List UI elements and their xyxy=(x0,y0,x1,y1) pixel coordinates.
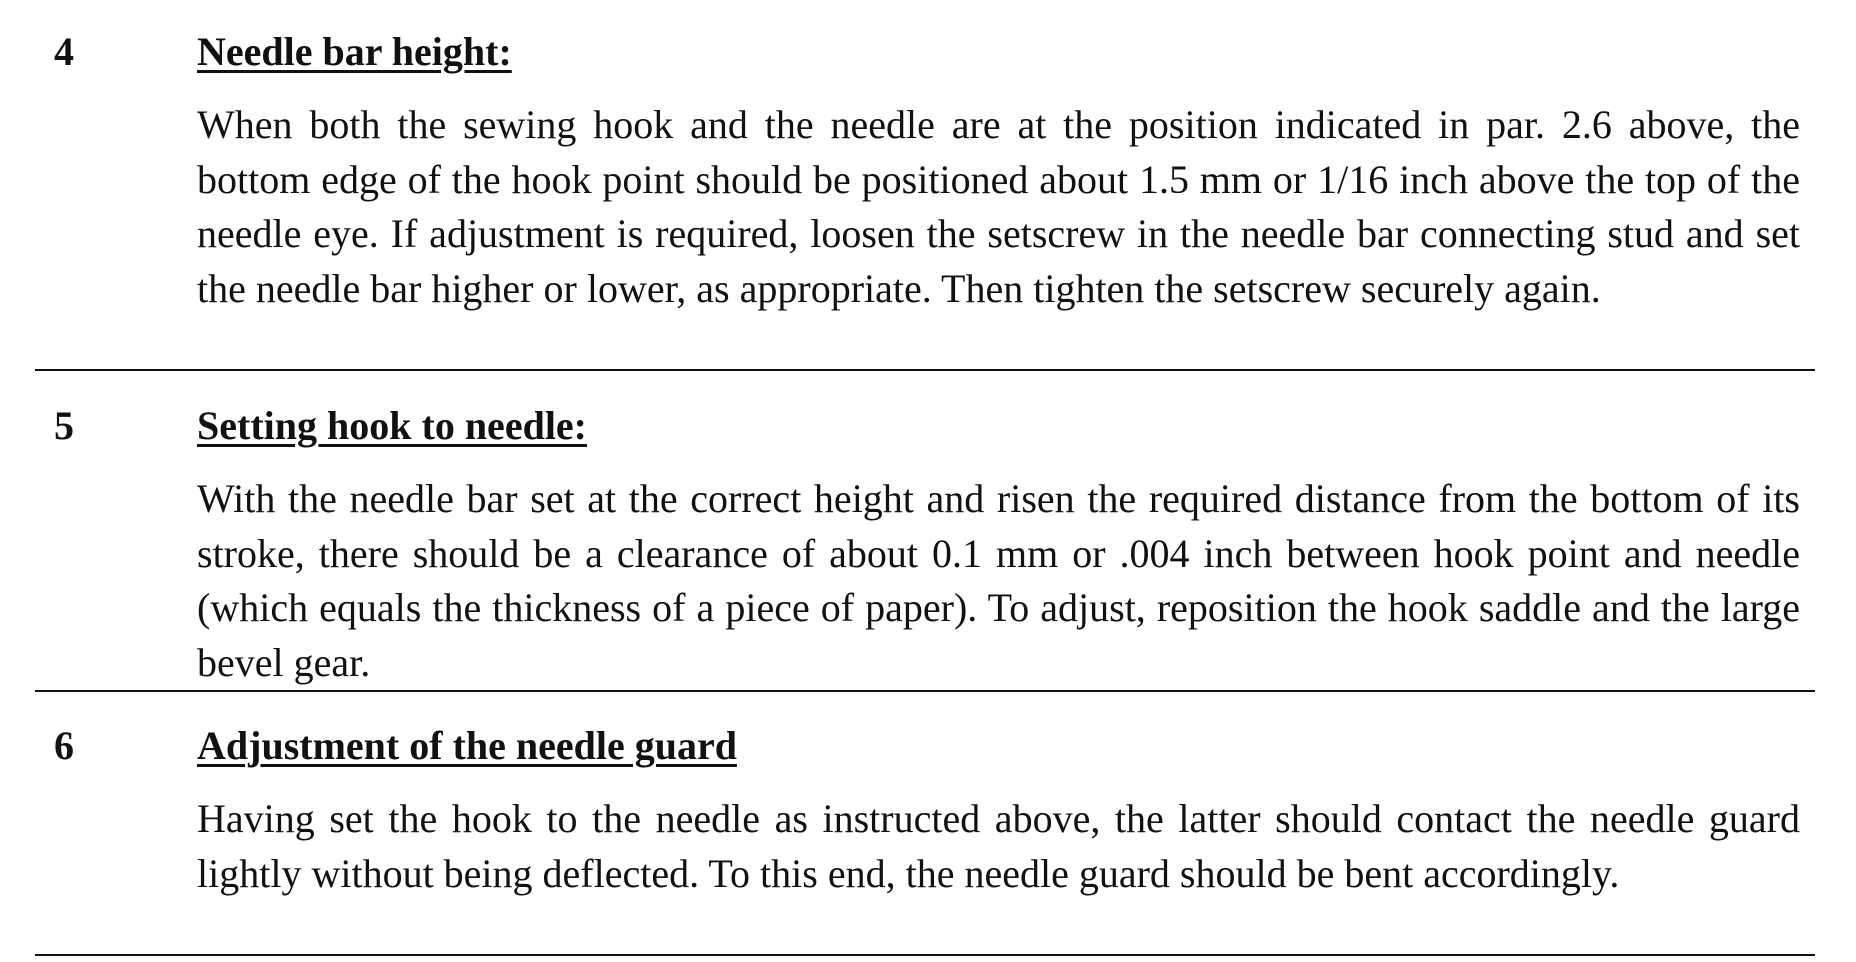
section-divider xyxy=(35,369,1815,371)
section-body: When both the sewing hook and the needle are at the position indicated in par. 2.6 above, the bottom edge of the hook point should be positioned about 1.5 mm or 1/16 inch above the top of the needle eye. If adjustment is required, loosen the setscrew in the needle bar connecting stud and set the needle bar higher or lower, as appropriate. Then tighten the setscrew securely again. xyxy=(197,102,1800,311)
section-number: 4 xyxy=(54,29,74,74)
section-title: Needle bar height: xyxy=(197,29,512,74)
section-divider xyxy=(35,690,1815,692)
section-title: Setting hook to needle: xyxy=(197,403,587,448)
section-number: 6 xyxy=(54,723,74,768)
section-number: 5 xyxy=(54,403,74,448)
section-divider xyxy=(35,954,1815,956)
section-body: With the needle bar set at the correct height and risen the required distance from the bottom of its stroke, there should be a clearance of about 0.1 mm or .004 inch between hook point and needle (which equals the thickness of a piece of paper). To adjust, reposition the hook saddle and the large bevel gear. xyxy=(197,476,1800,685)
section-body: Having set the hook to the needle as instructed above, the latter should contact the needle guard lightly without being deflected. To this end, the needle guard should be bent accordingly. xyxy=(197,796,1800,896)
section-title: Adjustment of the needle guard xyxy=(197,723,737,768)
